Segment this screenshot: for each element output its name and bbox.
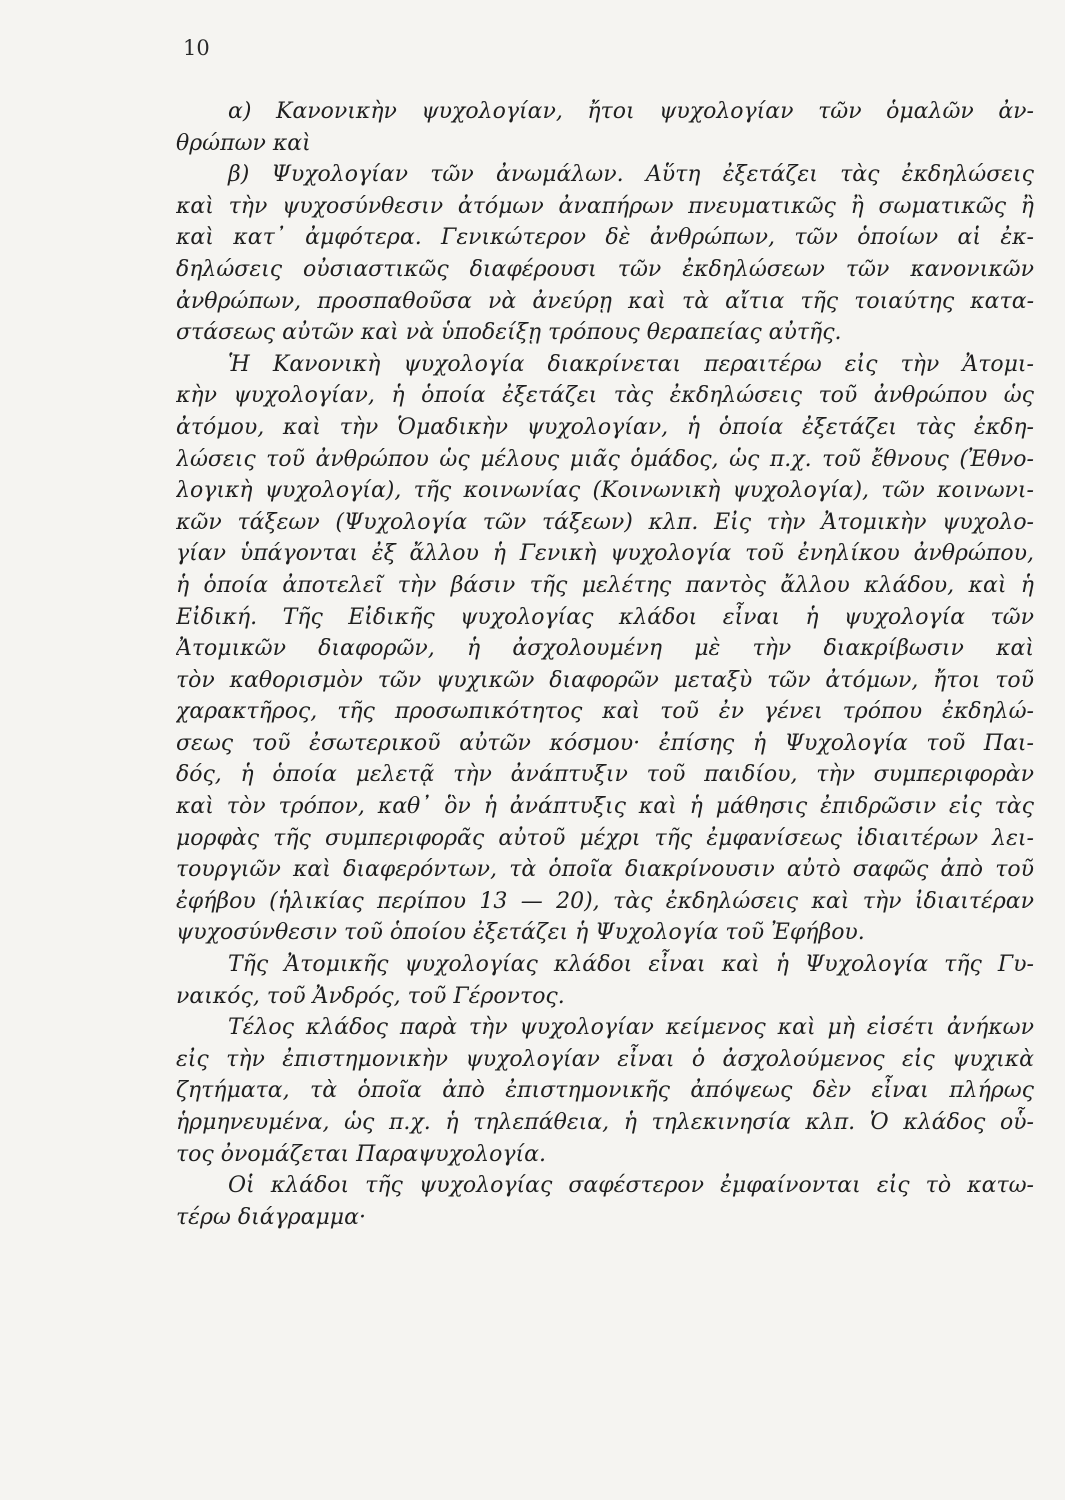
text-line: κὴν ψυχολογίαν, ἡ ὁποία ἐξετάζει τὰς ἐκδηλώσεις τοῦ ἀνθρώπου ὡς bbox=[176, 383, 1034, 409]
text-line: τουργιῶν καὶ διαφερόντων, τὰ ὁποῖα διακρίνουσιν αὐτὸ σαφῶς ἀπὸ τοῦ bbox=[176, 857, 1034, 883]
text-line: τὸν καθορισμὸν τῶν ψυχικῶν διαφορῶν μεταξὺ τῶν ἀτόμων, ἤτοι τοῦ bbox=[176, 667, 1034, 693]
text-line: γίαν ὑπάγονται ἐξ ἄλλου ἡ Γενικὴ ψυχολογία τοῦ ἐνηλίκου ἀνθρώπου, bbox=[176, 541, 1034, 567]
text-line: Οἱ κλάδοι τῆς ψυχολογίας σαφέστερον ἐμφαίνονται εἰς τὸ κατω- bbox=[228, 1173, 1034, 1199]
text-line: ἐφήβου (ἡλικίας περίπου 13 — 20), τὰς ἐκδηλώσεις καὶ τὴν ἰδιαιτέραν bbox=[176, 888, 1034, 914]
text-line: τέρω διάγραμμα· bbox=[176, 1204, 366, 1230]
text-line: ψυχοσύνθεσιν τοῦ ὁποίου ἐξετάζει ἡ Ψυχολογία τοῦ Ἐφήβου. bbox=[176, 920, 865, 946]
text-line: καὶ τὸν τρόπον, καθ᾽ ὃν ἡ ἀνάπτυξις καὶ ἡ μάθησις ἐπιδρῶσιν εἰς τὰς bbox=[176, 794, 1034, 820]
text-line: Τῆς Ἀτομικῆς ψυχολογίας κλάδοι εἶναι καὶ ἡ Ψυχολογία τῆς Γυ- bbox=[228, 952, 1034, 978]
text-line: ἡ ὁποία ἀποτελεῖ τὴν βάσιν τῆς μελέτης παντὸς ἄλλου κλάδου, καὶ ἡ bbox=[176, 572, 1034, 598]
text-line: β) Ψυχολογίαν τῶν ἀνωμάλων. Αὕτη ἐξετάζει τὰς ἐκδηλώσεις bbox=[228, 162, 1034, 188]
text-line: στάσεως αὐτῶν καὶ νὰ ὑποδείξῃ τρόπους θεραπείας αὐτῆς. bbox=[176, 320, 842, 346]
text-line: Εἰδική. Τῆς Εἰδικῆς ψυχολογίας κλάδοι εἶναι ἡ ψυχολογία τῶν bbox=[176, 604, 1034, 630]
text-line: Ἀτομικῶν διαφορῶν, ἡ ἀσχολουμένη μὲ τὴν διακρίβωσιν καὶ bbox=[176, 636, 1034, 662]
page-number: 10 bbox=[183, 36, 210, 60]
text-line: μορφὰς τῆς συμπεριφορᾶς αὐτοῦ μέχρι τῆς ἐμφανίσεως ἰδιαιτέρων λει- bbox=[176, 825, 1034, 851]
text-line: δός, ἡ ὁποία μελετᾷ τὴν ἀνάπτυξιν τοῦ παιδίου, τὴν συμπεριφορὰν bbox=[176, 762, 1034, 788]
body-text bbox=[176, 96, 1034, 1233]
text-line: δηλώσεις οὐσιαστικῶς διαφέρουσι τῶν ἐκδηλώσεων τῶν κανονικῶν bbox=[176, 256, 1034, 282]
text-line: λώσεις τοῦ ἀνθρώπου ὡς μέλους μιᾶς ὁμάδος, ὡς π.χ. τοῦ ἔθνους (Ἐθνο- bbox=[176, 446, 1034, 472]
text-line: Ἡ Κανονικὴ ψυχολογία διακρίνεται περαιτέρω εἰς τὴν Ἀτομι- bbox=[228, 351, 1034, 377]
text-line: κῶν τάξεων (Ψυχολογία τῶν τάξεων) κλπ. Εἰς τὴν Ἀτομικὴν ψυχολο- bbox=[176, 509, 1034, 535]
text-line: καὶ κατ᾽ ἀμφότερα. Γενικώτερον δὲ ἀνθρώπων, τῶν ὁποίων αἱ ἐκ- bbox=[176, 225, 1034, 251]
text-line: ἀτόμου, καὶ τὴν Ὁμαδικὴν ψυχολογίαν, ἡ ὁποία ἐξετάζει τὰς ἐκδη- bbox=[176, 414, 1034, 440]
text-line: τος ὀνομάζεται Παραψυχολογία. bbox=[176, 1141, 546, 1167]
text-line: α) Κανονικὴν ψυχολογίαν, ἤτοι ψυχολογίαν τῶν ὁμαλῶν ἀν- bbox=[228, 99, 1034, 124]
text-line: εἰς τὴν ἐπιστημονικὴν ψυχολογίαν εἶναι ὁ ἀσχολούμενος εἰς ψυχικὰ bbox=[176, 1046, 1034, 1072]
text-line: ἡρμηνευμένα, ὡς π.χ. ἡ τηλεπάθεια, ἡ τηλεκινησία κλπ. Ὁ κλάδος οὗ- bbox=[176, 1110, 1034, 1135]
text-line: λογικὴ ψυχολογία), τῆς κοινωνίας (Κοινωνικὴ ψυχολογία), τῶν κοινωνι- bbox=[176, 478, 1034, 504]
text-line: σεως τοῦ ἐσωτερικοῦ αὐτῶν κόσμου· ἐπίσης ἡ Ψυχολογία τοῦ Παι- bbox=[176, 730, 1034, 756]
text-line: ζητήματα, τὰ ὁποῖα ἀπὸ ἐπιστημονικῆς ἀπόψεως δὲν εἶναι πλήρως bbox=[176, 1078, 1034, 1104]
text-line: θρώπων καὶ bbox=[176, 130, 311, 156]
text-line: Τέλος κλάδος παρὰ τὴν ψυχολογίαν κείμενος καὶ μὴ εἰσέτι ἀνήκων bbox=[228, 1015, 1034, 1041]
text-line: χαρακτῆρος, τῆς προσωπικότητος καὶ τοῦ ἐν γένει τρόπου ἐκδηλώ- bbox=[176, 699, 1034, 725]
text-line: ναικός, τοῦ Ἀνδρός, τοῦ Γέροντος. bbox=[176, 983, 565, 1009]
text-line: καὶ τὴν ψυχοσύνθεσιν ἀτόμων ἀναπήρων πνευματικῶς ἢ σωματικῶς ἢ bbox=[176, 193, 1034, 219]
text-line: ἀνθρώπων, προσπαθοῦσα νὰ ἀνεύρῃ καὶ τὰ αἴτια τῆς τοιαύτης κατα- bbox=[176, 288, 1034, 314]
